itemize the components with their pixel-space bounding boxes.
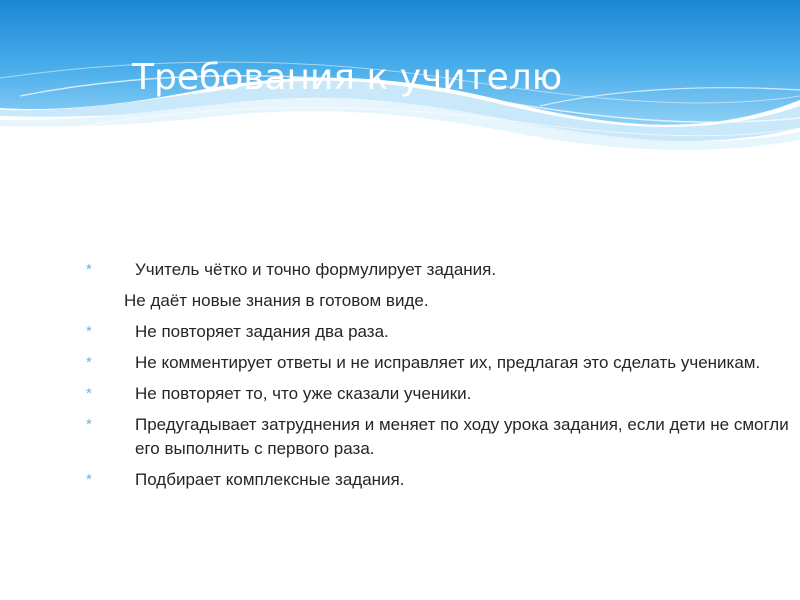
- list-item: [86, 382, 796, 406]
- bullet-asterisk-icon: *: [86, 385, 92, 402]
- bullet-asterisk-icon: *: [86, 323, 92, 340]
- bullet-asterisk-icon: *: [86, 354, 92, 371]
- list-item: [86, 320, 796, 344]
- list-item: [86, 351, 796, 375]
- bullet-list: [86, 258, 796, 499]
- bullet-asterisk-icon: *: [86, 261, 92, 278]
- list-item-text: Учитель чётко и точно формулирует задания.: [135, 260, 497, 279]
- list-item: [86, 258, 796, 282]
- list-item-text: Подбирает комплексные задания.: [135, 470, 405, 489]
- bullet-asterisk-icon: *: [86, 471, 92, 488]
- list-item: [86, 468, 796, 492]
- list-item-text: Не повторяет то, что уже сказали ученики.: [135, 384, 472, 403]
- bullet-asterisk-icon: *: [86, 416, 92, 433]
- list-item-text: Не комментирует ответы и не исправляет их, предлагая это сделать ученикам.: [135, 353, 761, 372]
- list-item: [86, 413, 796, 461]
- list-item-text: Предугадывает затруднения и меняет по ходу урока задания, если дети не смогли его выполнить с первого раза.: [135, 415, 789, 458]
- slide-title: Требования к учителю: [132, 57, 563, 98]
- list-item-text: Не повторяет задания два раза.: [135, 322, 389, 341]
- list-item: [86, 289, 796, 313]
- list-item-text: Не даёт новые знания в готовом виде.: [124, 291, 429, 310]
